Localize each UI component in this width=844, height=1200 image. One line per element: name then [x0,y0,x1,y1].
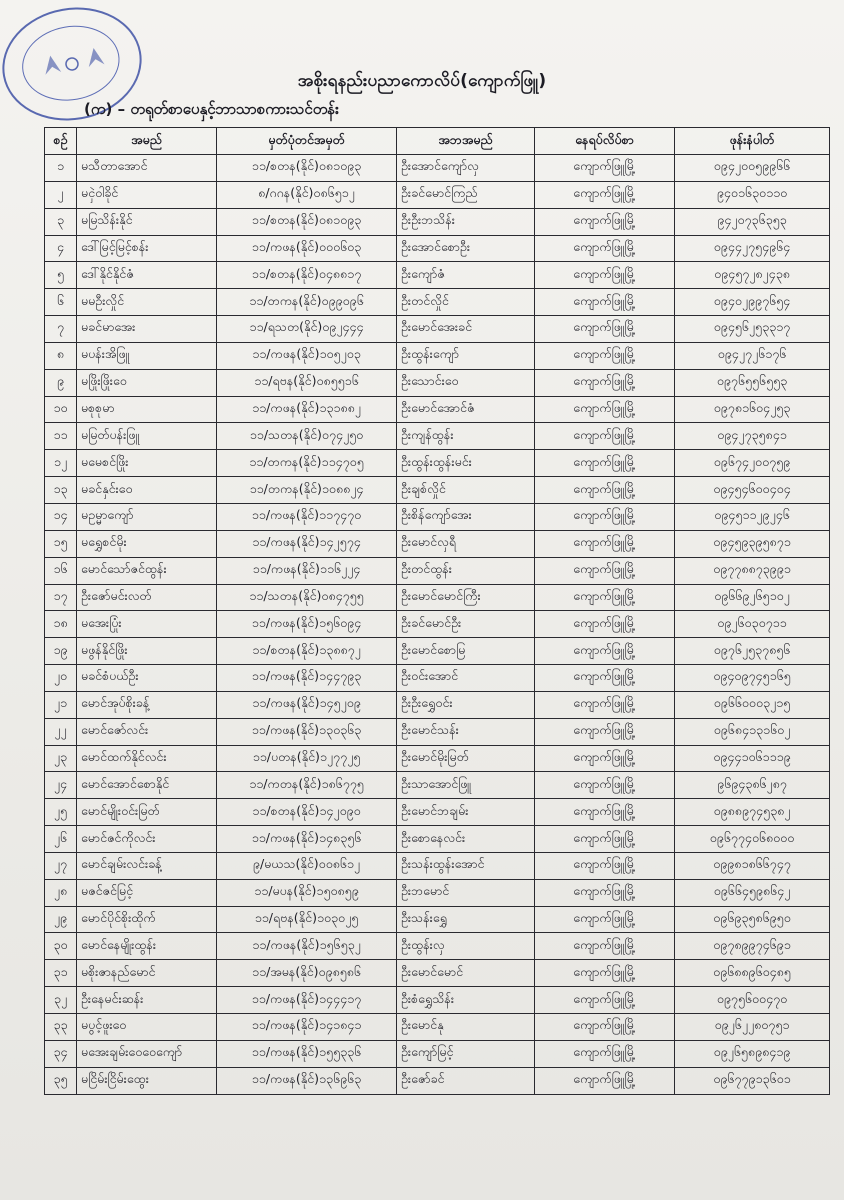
address: ကျောက်ဖြူမြို့ [535,852,675,879]
table-row [45,772,830,799]
header-father-name: အဘအမည် [397,128,535,155]
phone-number: ၀၉၇၈၁၆၀၄၂၅၃ [675,396,830,423]
trainee-name: မခင်မာအေး [77,316,217,343]
address: ကျောက်ဖြူမြို့ [535,879,675,906]
nrc-number: ၁၁/စတန(နိုင်)၀၈၁၀၉၃ [217,208,397,235]
address: ကျောက်ဖြူမြို့ [535,181,675,208]
trainee-name: မောင်ချမ်းလင်းခန့် [77,852,217,879]
father-name: ဦးခင်မောင်ကြည် [397,181,535,208]
row-number: ၁ [45,155,77,182]
address: ကျောက်ဖြူမြို့ [535,826,675,853]
trainee-name: မစိုးဇာနည်မောင် [77,960,217,987]
address: ကျောက်ဖြူမြို့ [535,772,675,799]
phone-number: ၀၉၄၅၁၁၂၉၂၄၆ [675,503,830,530]
nrc-number: ၁၁/ကဖန(နိုင်)၁၄၁၈၄၁ [217,1014,397,1041]
father-name: ဦးကျော်ဇံ [397,262,535,289]
table-row [45,342,830,369]
table-row [45,1067,830,1094]
row-number: ၉ [45,369,77,396]
address: ကျောက်ဖြူမြို့ [535,503,675,530]
trainee-name: မအေးပြုံး [77,611,217,638]
table-row [45,718,830,745]
phone-number: ၉၄၀၁၆၃၀၁၁၀ [675,181,830,208]
row-number: ၁၂ [45,450,77,477]
header-no: စဉ် [45,128,77,155]
father-name: ဦးသန်းရွှေ [397,906,535,933]
trainee-name: မပွင့်ဖူးဝေ [77,1014,217,1041]
row-number: ၃၃ [45,1014,77,1041]
trainee-name: မောင်ပိုင်စိုးထိုက် [77,906,217,933]
phone-number: ၀၉၆၇၇၉၁၃၆၀၁ [675,1067,830,1094]
trainee-name: မဇင်ဇင်မြင့် [77,879,217,906]
phone-number: ၀၉၆၉၃၅၈၆၉၅၀ [675,906,830,933]
nrc-number: ၁၁/သတန(နိုင်)၀၇၄၂၅၀ [217,423,397,450]
father-name: ဦးသာအောင်ဖြူ [397,772,535,799]
nrc-number: ၁၁/ကဖန(နိုင်)၁၄၂၅၇၄ [217,530,397,557]
table-row [45,906,830,933]
address: ကျောက်ဖြူမြို့ [535,208,675,235]
row-number: ၁၃ [45,477,77,504]
phone-number: ၀၉၂၆၀၃၀၇၁၁ [675,611,830,638]
phone-number: ၀၉၄၀၂၉၉၇၆၅၄ [675,289,830,316]
father-name: ဦးမောင်မိုးမြတ် [397,745,535,772]
trainee-name: မခင်စံပယ်ဦး [77,665,217,692]
father-name: ဦးသောင်းဝေ [397,369,535,396]
table-row [45,638,830,665]
phone-number: ၀၉၄၄၂၇၅၄၉၆၄ [675,235,830,262]
father-name: ဦးဇော်ခင် [397,1067,535,1094]
row-number: ၃၁ [45,960,77,987]
address: ကျောက်ဖြူမြို့ [535,987,675,1014]
trainee-name: မငှဲ၀ါခိုင် [77,181,217,208]
phone-number: ၀၉၄၄၁၀၆၁၁၁၉ [675,745,830,772]
phone-number: ၀၉၇၅၆၀၀၄၇၀ [675,987,830,1014]
row-number: ၂၉ [45,906,77,933]
trainee-name: ဦးဇော်မင်းလတ် [77,584,217,611]
phone-number: ၀၉၄၅၉၃၉၅၈၇၁ [675,530,830,557]
row-number: ၂၆ [45,826,77,853]
row-number: ၅ [45,262,77,289]
address: ကျောက်ဖြူမြို့ [535,155,675,182]
address: ကျောက်ဖြူမြို့ [535,745,675,772]
address: ကျောက်ဖြူမြို့ [535,557,675,584]
table-body [45,155,830,1095]
table-row [45,557,830,584]
row-number: ၃၅ [45,1067,77,1094]
nrc-number: ၁၁/ကဖန(နိုင်)၁၅၆၀၉၄ [217,611,397,638]
phone-number: ၀၉၇၆၂၅၃၇၈၅၆ [675,638,830,665]
nrc-number: ၁၁/မပန(နိုင်)၁၅၀၈၅၉ [217,879,397,906]
row-number: ၈ [45,342,77,369]
father-name: ဦးတင်ထွန်း [397,557,535,584]
phone-number: ၀၉၄၅၆၂၅၃၃၁၇ [675,316,830,343]
address: ကျောက်ဖြူမြို့ [535,584,675,611]
father-name: ဦးခင်မောင်ဦး [397,611,535,638]
nrc-number: ၁၁/ကဖန(နိုင်)၁၀၅၂၀၃ [217,342,397,369]
nrc-number: ၁၁/တကန(နိုင်)၁၁၄၇၀၅ [217,450,397,477]
table-header-row [45,128,830,155]
father-name: ဦးထွန်းလှ [397,933,535,960]
father-name: ဦးစံရွှေသိန်း [397,987,535,1014]
trainee-name: မမြတ်ပန်းဖြူ [77,423,217,450]
nrc-number: ၉/မယသ(နိုင်)၀၀၈၆၁၂ [217,852,397,879]
father-name: ဦးမောင်နု [397,1014,535,1041]
nrc-number: ၁၁/ကဖန(နိုင်)၁၃၆၉၆၃ [217,1067,397,1094]
nrc-number: ၁၁/ကဖန(နိုင်)၁၄၅၂၀၉ [217,691,397,718]
father-name: ဦးချစ်လှိုင် [397,477,535,504]
trainee-name: မမြသိန်းနိုင် [77,208,217,235]
row-number: ၇ [45,316,77,343]
nrc-number: ၁၁/စတန(နိုင်)၁၄၂၀၉၀ [217,799,397,826]
header-name: အမည် [77,128,217,155]
address: ကျောက်ဖြူမြို့ [535,369,675,396]
father-name: ဦးစောနေလင်း [397,826,535,853]
phone-number: ၀၉၄၀၉၇၄၅၁၆၅ [675,665,830,692]
father-name: ဦးမောင်မောင်ကြီး [397,584,535,611]
table-row [45,691,830,718]
table-row [45,1040,830,1067]
father-name: ဦးကျန်ထွန်း [397,423,535,450]
father-name: ဦးမောင်သန်း [397,718,535,745]
table-row [45,181,830,208]
header-phone: ဖုန်းနံပါတ် [675,128,830,155]
trainee-name: မောင်အုပ်စိုးခန့် [77,691,217,718]
trainee-name: မဖွန်နိုင်ဖြိုး [77,638,217,665]
table-row [45,987,830,1014]
nrc-number: ၁၁/ကဖန(နိုင်)၁၁၆၂၂၄ [217,557,397,584]
table-row [45,611,830,638]
table-row [45,369,830,396]
phone-number: ၀၉၄၅၇၂၈၂၄၃၈ [675,262,830,289]
row-number: ၁၆ [45,557,77,584]
table-row [45,289,830,316]
address: ကျောက်ဖြူမြို့ [535,235,675,262]
trainee-name: ဒေါ်မြင့်မြင့်စန်း [77,235,217,262]
father-name: ဦးဦးဘသိန်း [397,208,535,235]
address: ကျောက်ဖြူမြို့ [535,611,675,638]
phone-number: ၀၉၆၆၉၂၆၅၁၀၂ [675,584,830,611]
father-name: ဦးထွန်းကျော် [397,342,535,369]
address: ကျောက်ဖြူမြို့ [535,665,675,692]
table-row [45,423,830,450]
phone-number: ၀၉၇၇၈၈၇၃၉၉၁ [675,557,830,584]
phone-number: ၀၉၇၈၉၉၇၄၆၉၁ [675,933,830,960]
table-row [45,262,830,289]
phone-number: ၀၉၄၂၇၃၅၈၄၁ [675,423,830,450]
address: ကျောက်ဖြူမြို့ [535,262,675,289]
row-number: ၄ [45,235,77,262]
table-row [45,745,830,772]
phone-number: ၀၉၉၈၁၈၆၆၇၄၇ [675,852,830,879]
nrc-number: ၁၁/ရသတ(နိုင်)၀၉၂၄၄၄ [217,316,397,343]
nrc-number: ၁၁/ရဗန(နိုင်)၁၀၃၀၂၅ [217,906,397,933]
table-row [45,503,830,530]
table-row [45,316,830,343]
trainee-name: မောင်အောင်စောနိုင် [77,772,217,799]
header-nrc: မှတ်ပုံတင်အမှတ် [217,128,397,155]
address: ကျောက်ဖြူမြို့ [535,638,675,665]
trainee-name: မငြိမ်းငြိမ်းထွေး [77,1067,217,1094]
nrc-number: ၁၁/ကဖန(နိုင်)၁၁၇၄၇၀ [217,503,397,530]
row-number: ၃၂ [45,987,77,1014]
phone-number: ၀၉၄၅၄၆၀၀၄၀၄ [675,477,830,504]
address: ကျောက်ဖြူမြို့ [535,477,675,504]
phone-number: ၀၉၆၈၄၁၃၁၆၀၂ [675,718,830,745]
father-name: ဦးမောင်အေးခင် [397,316,535,343]
trainee-name: မသီတာအောင် [77,155,217,182]
trainee-name: မစုစုမာ [77,396,217,423]
row-number: ၁၉ [45,638,77,665]
nrc-number: ၁၁/စတန(နိုင်)၀၄၈၈၁၇ [217,262,397,289]
row-number: ၂ [45,181,77,208]
table-row [45,477,830,504]
table-row [45,665,830,692]
trainee-table [44,127,830,1095]
phone-number: ၀၉၂၆၅၈၉၈၄၁၉ [675,1040,830,1067]
table-row [45,155,830,182]
father-name: ဦးစိန်ကျော်အေး [397,503,535,530]
address: ကျောက်ဖြူမြို့ [535,1014,675,1041]
father-name: ဦးမောင်စောမြ [397,638,535,665]
nrc-number: ၁၁/ကတန(နိုင်)၁၈၆၇၇၅ [217,772,397,799]
table-row [45,530,830,557]
row-number: ၁၄ [45,503,77,530]
nrc-number: ၁၁/သတန(နိုင်)၀၈၄၇၅၅ [217,584,397,611]
nrc-number: ၁၁/ရဗန(နိုင်)၀၈၅၅၁၆ [217,369,397,396]
nrc-number: ၈/ဂဂန(နိုင်)၀၈၆၅၁၂ [217,181,397,208]
father-name: ဦးတင်လှိုင် [397,289,535,316]
phone-number: ၀၉၄၂၇၂၆၁၇၆ [675,342,830,369]
nrc-number: ၁၁/ပတန(နိုင်)၁၂၇၇၂၅ [217,745,397,772]
address: ကျောက်ဖြူမြို့ [535,342,675,369]
row-number: ၂၂ [45,718,77,745]
row-number: ၂၇ [45,852,77,879]
father-name: ဦးထွန်းထွန်းမင်း [397,450,535,477]
address: ကျောက်ဖြူမြို့ [535,718,675,745]
nrc-number: ၁၁/ကဖန(နိုင်)၁၅၆၅၃၂ [217,933,397,960]
address: ကျောက်ဖြူမြို့ [535,450,675,477]
address: ကျောက်ဖြူမြို့ [535,799,675,826]
row-number: ၁၇ [45,584,77,611]
row-number: ၂၀ [45,665,77,692]
phone-number: ၀၉၆၆၀၀၀၃၂၁၅ [675,691,830,718]
nrc-number: ၁၁/ကဖန(နိုင်)၁၄၄၇၉၃ [217,665,397,692]
nrc-number: ၁၁/စတန(နိုင်)၀၈၁၀၉၃ [217,155,397,182]
address: ကျောက်ဖြူမြို့ [535,933,675,960]
row-number: ၁၀ [45,396,77,423]
address: ကျောက်ဖြူမြို့ [535,1040,675,1067]
father-name: ဦးမောင်မောင် [397,960,535,987]
phone-number: ၀၉၄၂၀၀၅၉၉၆၆ [675,155,830,182]
phone-number: ၀၉၈၈၉၇၄၅၃၈၂ [675,799,830,826]
table-row [45,235,830,262]
trainee-name: မောင်ဇင်ကိုလင်း [77,826,217,853]
table-row [45,852,830,879]
row-number: ၂၈ [45,879,77,906]
header-address: နေရပ်လိပ်စာ [535,128,675,155]
nrc-number: ၁၁/တကန(နိုင်)၁၀၈၈၂၄ [217,477,397,504]
row-number: ၃၄ [45,1040,77,1067]
nrc-number: ၁၁/အမန(နိုင်)၀၉၈၅၈၆ [217,960,397,987]
document-title: အစိုးရနည်းပညာကောလိပ်(ကျောက်ဖြူ) [297,71,547,91]
table-row [45,584,830,611]
father-name: ဦးဝင်းအောင် [397,665,535,692]
father-name: ဦးဦးရွှေဝင်း [397,691,535,718]
address: ကျောက်ဖြူမြို့ [535,423,675,450]
address: ကျောက်ဖြူမြို့ [535,316,675,343]
table-row [45,1014,830,1041]
row-number: ၁၅ [45,530,77,557]
row-number: ၂၅ [45,799,77,826]
table-row [45,208,830,235]
phone-number: ၉၆၉၄၃၈၆၂၈၇ [675,772,830,799]
phone-number: ၀၉၆၇၇၄၀၆၈၀၀၀ [675,826,830,853]
table-row [45,960,830,987]
address: ကျောက်ဖြူမြို့ [535,396,675,423]
trainee-name: မအေးချမ်းဝေဝေကျော် [77,1040,217,1067]
address: ကျောက်ဖြူမြို့ [535,289,675,316]
row-number: ၁၁ [45,423,77,450]
address: ကျောက်ဖြူမြို့ [535,960,675,987]
trainee-name: မဖြိုးဖြိုးဝေ [77,369,217,396]
table-row [45,396,830,423]
trainee-name: မရွှေစင်မိုး [77,530,217,557]
row-number: ၆ [45,289,77,316]
trainee-name: ဦးနေမင်းဆန်း [77,987,217,1014]
document-subtitle: (က) – တရုတ်စာပေနှင့်ဘာသာစကားသင်တန်း [84,100,339,118]
father-name: ဦးဘမောင် [397,879,535,906]
row-number: ၂၃ [45,745,77,772]
row-number: ၁၈ [45,611,77,638]
trainee-name: မဥမ္မာကျော် [77,503,217,530]
trainee-name: မမေစင်ဖြိုး [77,450,217,477]
father-name: ဦးမောင်အောင်ဇံ [397,396,535,423]
address: ကျောက်ဖြူမြို့ [535,691,675,718]
address: ကျောက်ဖြူမြို့ [535,906,675,933]
father-name: ဦးမောင်ဘချမ်း [397,799,535,826]
row-number: ၂၁ [45,691,77,718]
table-row [45,879,830,906]
nrc-number: ၁၁/ကဖန(နိုင်)၁၄၈၃၅၆ [217,826,397,853]
nrc-number: ၁၁/ကဖန(နိုင်)၁၃၁၈၈၂ [217,396,397,423]
table-row [45,933,830,960]
father-name: ဦးအောင်စောဦး [397,235,535,262]
row-number: ၂၄ [45,772,77,799]
father-name: ဦးမောင်လှရီ [397,530,535,557]
row-number: ၃ [45,208,77,235]
nrc-number: ၁၁/တကန(နိုင်)၀၉၉၀၉၆ [217,289,397,316]
nrc-number: ၁၁/ကဖန(နိုင်)၁၄၄၄၁၇ [217,987,397,1014]
table-row [45,826,830,853]
nrc-number: ၁၁/ကဖန(နိုင်)၀၀၀၆၀၃ [217,235,397,262]
trainee-name: မောင်ထက်နိုင်လင်း [77,745,217,772]
address: ကျောက်ဖြူမြို့ [535,530,675,557]
father-name: ဦးကျော်မြင့် [397,1040,535,1067]
phone-number: ၀၉၆၈၈၉၆၀၄၈၅ [675,960,830,987]
nrc-number: ၁၁/ကဖန(နိုင်)၁၅၅၃၃၆ [217,1040,397,1067]
phone-number: ၀၉၆၇၄၂၀၀၇၅၉ [675,450,830,477]
father-name: ဦးသန်းထွန်းအောင် [397,852,535,879]
trainee-name: မမဦးလှိုင် [77,289,217,316]
row-number: ၃၀ [45,933,77,960]
phone-number: ၀၉၆၆၄၅၉၈၆၄၂ [675,879,830,906]
table-row [45,799,830,826]
phone-number: ၀၉၇၆၅၅၆၅၅၃ [675,369,830,396]
trainee-name: မောင်မျိုးဝင်းမြတ် [77,799,217,826]
table-row [45,450,830,477]
trainee-name: မောင်ဇော်လင်း [77,718,217,745]
father-name: ဦးအောင်ကျော်လှ [397,155,535,182]
phone-number: ၉၄၂၀၇၃၆၃၅၃ [675,208,830,235]
trainee-name: မောင်နေမျိုးထွန်း [77,933,217,960]
trainee-name: မောင်သော်ဇင်ထွန်း [77,557,217,584]
nrc-number: ၁၁/ကဖန(နိုင်)၁၃၀၃၆၃ [217,718,397,745]
address: ကျောက်ဖြူမြို့ [535,1067,675,1094]
trainee-name: ဒေါ်နိုင်နိုင်ဇံ [77,262,217,289]
trainee-name: မခင်နှင်းဝေ [77,477,217,504]
trainee-name: မပန်းအိဖြူ [77,342,217,369]
nrc-number: ၁၁/စတန(နိုင်)၁၃၈၈၇၂ [217,638,397,665]
phone-number: ၀၉၂၆၂၂၈၀၇၅၁ [675,1014,830,1041]
